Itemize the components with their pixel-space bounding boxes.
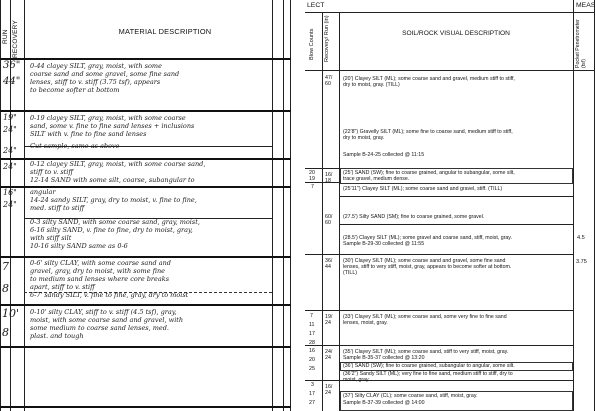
entry-description: [30, 114, 260, 150]
sample-note: Sample B-35-37 collected @ 13:20: [343, 355, 425, 361]
entry-recovery-value: 44": [3, 76, 21, 87]
field-log-handwritten: [0, 0, 291, 411]
description-line: dry to moist, gray.: [343, 135, 385, 141]
description-line: to medium sand lenses where core breaks: [30, 275, 170, 283]
description-line: some medium to coarse sand lenses, med.: [30, 324, 169, 332]
description-line: (25'11") Clayey SILT (ML); some coarse sand and gravel, stiff. (TILL): [343, 186, 503, 192]
left-border: [0, 0, 1, 411]
description-line: 6-16 silty SAND, v. fine to fine, dry to moist, gray,: [30, 226, 193, 234]
entry-recovery-value: 24": [3, 162, 17, 171]
description-line: moist, with some coarse sand and gravel, with: [30, 316, 184, 324]
description-line: 6-7' sandy SILT, v. fine to fine, gray, dry to moist: [30, 291, 189, 299]
recovery-column-rule: [24, 0, 25, 411]
run-header: RUN: [2, 29, 9, 44]
description-line: 14-24 sandy SILT, gray, dry to moist, v. fine to fine,: [30, 196, 197, 204]
description-line: 12-14 SAND with some silt, coarse, subangular to: [30, 176, 195, 184]
sample-note: Sample B-24-25 collected @ 11:15: [343, 152, 425, 158]
description-line: (37') Silty CLAY (CL); some coarse sand, stiff, moist, gray.: [343, 393, 478, 399]
description-line: apart, stiff to v. stiff: [30, 283, 95, 291]
description-line: Cut sample, same as above: [30, 142, 120, 150]
entry-rule-6: [0, 346, 291, 348]
pocket-penetrometer-header: Pocket Penetrometer (tsf): [575, 19, 588, 68]
description-line: moist, gray.: [343, 377, 370, 383]
description-subrule: [339, 196, 573, 197]
entry-run-value: 36": [3, 60, 21, 71]
blow-count: 27: [309, 400, 315, 406]
description-line: (TILL): [343, 270, 358, 276]
blow-count: 17: [309, 331, 315, 337]
blow-count: 16: [309, 348, 315, 354]
blow-count-column-rule: [322, 12, 323, 411]
description-line: 0-6' silty CLAY, with some coarse sand and: [30, 259, 171, 267]
description-line: 0-3 silty SAND, with some coarse sand, gray, moist,: [30, 218, 200, 226]
blow-count: 20: [309, 170, 315, 176]
description-line: (27.5') Silty SAND (SM); fine to coarse grained, some gravel.: [343, 214, 485, 220]
column-header-bottom-rule: [305, 70, 595, 71]
top-header-rule: [305, 12, 595, 13]
description-line: (36') SAND (SW); fine to coarse grained, subangular to angular, some silt.: [343, 363, 515, 369]
entry-run-value: 7': [2, 260, 13, 273]
material-column-rule: [272, 0, 273, 411]
measurement-header: MEAS: [576, 2, 595, 9]
entry-description: [30, 62, 260, 94]
blow-count: 25: [309, 366, 315, 372]
entry-description: [30, 308, 260, 340]
penetrometer-value: 3.75: [576, 259, 587, 265]
recovery-run-value: 19/ 24: [325, 314, 333, 326]
recovery-run-value: 36/ 44: [325, 258, 333, 270]
blow-count: 19: [309, 176, 315, 182]
blow-count: 7: [311, 184, 314, 190]
section-rule-3: [305, 310, 573, 311]
recovery-header: RECOVERY: [12, 20, 19, 58]
blow-count: 28: [309, 340, 315, 346]
description-line: lenses, stiff to very stiff, moist, gray, appears to become softer at bottom.: [343, 264, 512, 270]
entry-description: [30, 160, 260, 184]
recovery-run-value: 24/ 24: [325, 349, 333, 361]
soil-rock-description-header: SOIL/ROCK VISUAL DESCRIPTION: [402, 30, 510, 37]
recovery-column-rule: [339, 12, 340, 411]
blow-count: 20: [309, 357, 315, 363]
blow-count: 7: [310, 313, 313, 319]
sample-note: Sample B-37-39 collected @ 14:00: [343, 400, 425, 406]
description-line: trace gravel, medium dense.: [343, 176, 410, 182]
description-line: (20') Clayey SILT (ML); some coarse sand and gravel, medium stiff to stiff,: [343, 76, 515, 82]
blow-count: 3: [311, 382, 314, 388]
description-line: 0-44 clayey SILT, gray, moist, with some: [30, 62, 162, 70]
recovery-run-value: 16/ 24: [325, 384, 333, 396]
entry-description: [30, 259, 260, 299]
entry-rule-4: [0, 256, 291, 258]
penetrometer-value: 4.5: [577, 235, 585, 241]
entry-run-value: 24": [3, 146, 17, 155]
entry-run-value: 16": [3, 188, 17, 197]
description-line: med. stiff to stiff: [30, 204, 85, 212]
blow-counts-header: Blow Counts: [309, 28, 315, 60]
description-line: (25') SAND (SW); fine to coarse grained, angular to subangular, some silt,: [343, 170, 515, 176]
select-header: LECT: [307, 2, 325, 9]
recovery-run-value: 47/ 60: [325, 75, 333, 87]
recovery-run-value: 16/ 18: [325, 172, 333, 184]
section-rule-4: [305, 345, 573, 346]
entry-recovery-value: 8': [2, 282, 13, 295]
recovery-run-header: Recovery/ Run (in): [324, 15, 330, 62]
description-line: (36'2") Sandy SILT (ML); very fine to fine sand, medium stiff to stiff, dry to: [343, 371, 513, 377]
description-line: 0-12 clayey SILT, gray, moist, with some coarse sand,: [30, 160, 206, 168]
description-line: SILT with v. fine to fine sand lenses: [30, 130, 147, 138]
description-line: coarse sand and some gravel, some fine sand: [30, 70, 180, 78]
entry-rule-1: [0, 110, 291, 112]
description-line: lenses, moist, gray.: [343, 320, 388, 326]
description-line: stiff to v. stiff: [30, 168, 73, 176]
entry-description: [30, 188, 260, 250]
description-line: 0-19 clayey SILT, gray, moist, with some coarse: [30, 114, 186, 122]
description-line: lenses, stiff to v. stiff (3.75 tsf), appears: [30, 78, 161, 86]
description-line: 0-10' silty CLAY, stiff to v. stiff (4.5 tsf), gray,: [30, 308, 177, 316]
entry-run-value: 19": [3, 113, 17, 122]
entry-rule-7: [0, 406, 291, 408]
recovery-run-value: 60/ 60: [325, 214, 333, 226]
description-line: (35') Clayey SILT (ML); some coarse sand, stiff to very stiff, moist, gray.: [343, 349, 509, 355]
description-line: angular: [30, 188, 56, 196]
description-line: 10-16 silty SAND same as 0-6: [30, 242, 128, 250]
blow-count: 17: [309, 391, 315, 397]
right-border: [290, 0, 291, 411]
description-line: (22'8") Gravelly SILT (ML); some fine to coarse sand, medium stiff to stiff,: [343, 129, 513, 135]
description-line: (30') Clayey SILT (ML); some coarse sand and gravel, some fine sand: [343, 258, 506, 264]
entry-rule-5: [0, 304, 291, 306]
description-line: dry to moist, gray. (TILL): [343, 82, 400, 88]
sample-note: Sample B-29-30 collected @ 11:55: [343, 241, 425, 247]
section-rule-2: [305, 254, 573, 255]
description-line: to become softer at bottom: [30, 86, 120, 94]
entry-recovery-value: 24": [3, 125, 17, 134]
description-subrule: [339, 224, 573, 225]
entry-run-value: 10': [2, 307, 20, 320]
description-line: (33') Clayey SILT (ML); some coarse sand, some very fine to fine sand: [343, 314, 507, 320]
description-line: (28.5') Clayey SILT (ML); some gravel and coarse sand, stiff, moist, gray.: [343, 235, 512, 241]
description-line: with stiff silt: [30, 234, 72, 242]
entry-recovery-value: 24": [3, 200, 17, 209]
entry-recovery-value: 8': [2, 326, 13, 339]
blow-count: 11: [309, 322, 315, 328]
description-line: plast. and tough: [30, 332, 84, 340]
soil-rock-log-typed: [305, 0, 595, 411]
description-line: gravel, gray, dry to moist, with some fine: [30, 267, 165, 275]
description-line: sand, some v. fine to fine sand lenses + inclusions: [30, 122, 195, 130]
right-margin-rule: [283, 0, 284, 411]
material-description-header: MATERIAL DESCRIPTION: [118, 27, 212, 36]
header-bottom-rule: [0, 58, 291, 60]
description-column-rule: [573, 0, 574, 411]
